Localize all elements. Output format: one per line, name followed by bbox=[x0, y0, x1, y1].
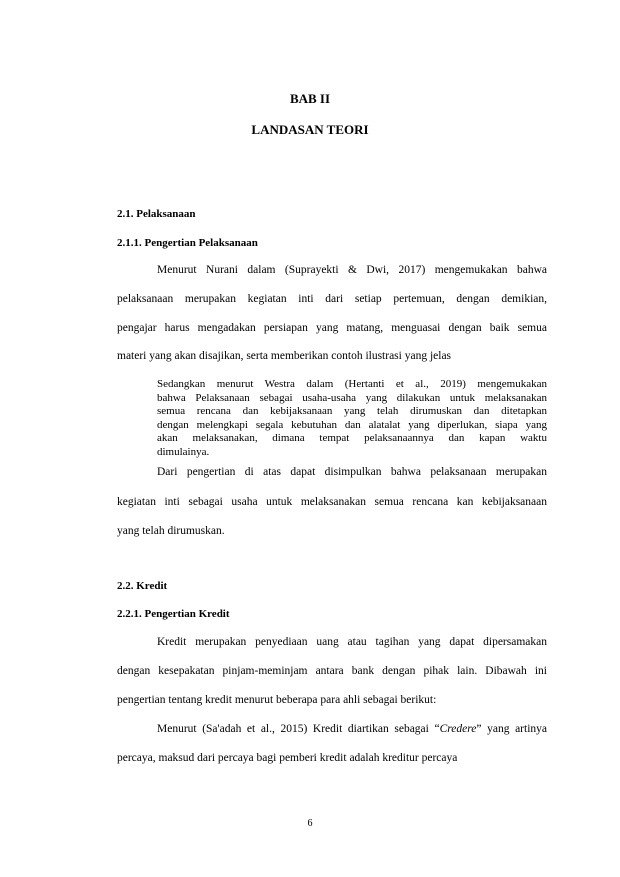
paragraph-line: pelaksanaan merupakan kegiatan inti dari setiap pertemuan, dengan demikian, bbox=[117, 293, 547, 305]
paragraph-line: kegiatan inti sebagai usaha untuk melaksanakan semua rencana kan kebijaksanaan bbox=[117, 496, 547, 508]
paragraph-line: percaya, maksud dari percaya bagi pemberi kredit adalah kreditur percaya bbox=[117, 752, 458, 764]
chapter-number: BAB II bbox=[289, 91, 331, 106]
paragraph-line: materi yang akan disajikan, serta memberikan contoh ilustrasi yang jelas bbox=[117, 350, 452, 362]
subsection-heading-2-2-1: 2.2.1. Pengertian Kredit bbox=[117, 608, 230, 620]
italic-term: Credere bbox=[439, 723, 477, 735]
paragraph-line: Kredit merupakan penyediaan uang atau tagihan yang dapat dipersamakan bbox=[157, 636, 547, 648]
paragraph-line: Menurut Nurani dalam (Suprayekti & Dwi, 2017) mengemukakan bahwa bbox=[157, 264, 547, 276]
paragraph-line: dengan kesepakatan pinjam-meminjam antara bank dengan pihak lain. Dibawah ini bbox=[117, 665, 547, 677]
quote-line: akan melaksanakan, dimana tempat pelaksanaannya dan kapan waktu bbox=[157, 432, 547, 444]
quote-line: bahwa Pelaksanaan sebagai usaha-usaha yang dilakukan untuk melaksanakan bbox=[157, 391, 547, 404]
quote-line: semua rencana dan kebijaksanaan yang telah dirumuskan dan ditetapkan bbox=[157, 405, 547, 417]
page-number: 6 bbox=[307, 818, 313, 829]
quote-line: Sedangkan menurut Westra dalam (Hertanti et al., 2019) mengemukakan bbox=[157, 378, 547, 390]
paragraph-line: yang telah dirumuskan. bbox=[117, 525, 225, 537]
quote-line: dengan melengkapi segala kebutuhan dan alatalat yang diperlukan, siapa yang bbox=[157, 418, 547, 431]
quote-line: dimulainya. bbox=[157, 445, 210, 458]
text-run: ” yang artinya bbox=[476, 723, 547, 735]
paragraph-line: Dari pengertian di atas dapat disimpulkan bahwa pelaksanaan merupakan bbox=[157, 466, 547, 478]
paragraph-line: pengajar harus mengadakan persiapan yang matang, menguasai dengan baik semua bbox=[117, 322, 547, 334]
paragraph-line bbox=[157, 723, 547, 735]
paragraph-line: pengertian tentang kredit menurut beberapa para ahli sebagai berikut: bbox=[117, 694, 437, 706]
text-run: Menurut (Sa'adah et al., 2015) Kredit diartikan sebagai “ bbox=[157, 723, 440, 735]
section-heading-2-2: 2.2. Kredit bbox=[117, 580, 168, 592]
block-quote bbox=[157, 378, 547, 459]
section-heading-2-1: 2.1. Pelaksanaan bbox=[117, 208, 196, 220]
subsection-heading-2-1-1: 2.1.1. Pengertian Pelaksanaan bbox=[117, 237, 258, 249]
chapter-title: LANDASAN TEORI bbox=[251, 122, 369, 137]
